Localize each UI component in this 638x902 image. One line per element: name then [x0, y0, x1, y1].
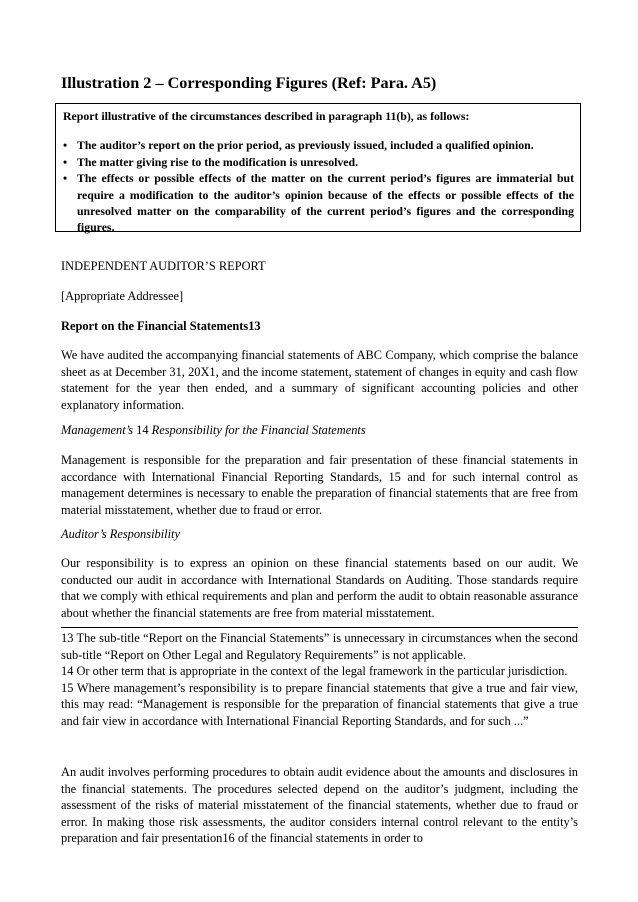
- footnote-ref-14: 14: [133, 423, 152, 437]
- circumstances-list: [63, 137, 574, 235]
- footnote-15: 15 Where management’s responsibility is to prepare financial statements that give a true and fair view, this may read: “Management is responsible for the preparation of financial statements that give a true and fair view in accordance with International Financial Reporting Standards, and for such ...”: [61, 680, 578, 728]
- circumstance-item: • The effects or possible effects of the matter on the current period’s figures are immaterial but require a modification to the auditor’s opinion because of the effects or possible effects of the unresolved matter on the comparability of the current period’s figures and the corresponding figures.: [63, 170, 574, 236]
- mgmt-heading-part-b: Responsibility for the Financial Statements: [151, 423, 366, 437]
- report-heading: INDEPENDENT AUDITOR’S REPORT: [61, 259, 266, 273]
- footnote-13: 13 The sub-title “Report on the Financial Statements” is unnecessary in circumstances when the second sub-title “Report on Other Legal and Regulatory Requirements” is not applicable.: [61, 631, 578, 662]
- circumstance-item: • The auditor’s report on the prior period, as previously issued, included a qualified opinion.: [63, 137, 574, 153]
- circumstance-item: • The matter giving rise to the modification is unresolved.: [63, 154, 574, 170]
- mgmt-heading-part-a: Management’s: [61, 423, 134, 437]
- box-intro: Report illustrative of the circumstances described in paragraph 11(b), as follows:: [63, 109, 470, 123]
- addressee: [Appropriate Addressee]: [61, 289, 184, 303]
- footnote-divider: [61, 627, 578, 628]
- illustration-title: Illustration 2 – Corresponding Figures (Ref: Para. A5): [61, 74, 437, 92]
- paragraph-auditor-responsibility: Our responsibility is to express an opinion on these financial statements based on our audit. We conducted our audit in accordance with International Standards on Auditing. Those standards require that we comply with ethical requirements and plan and perform the audit to obtain reasonable assurance about whether the financial statements are free from material misstatement.: [61, 556, 578, 620]
- footnotes: [61, 630, 578, 730]
- footnote-14: 14 Or other term that is appropriate in the context of the legal framework in the particular jurisdiction.: [61, 664, 568, 679]
- circumstances-box: [55, 103, 581, 235]
- management-responsibility-heading: [61, 422, 578, 439]
- report-subtitle: Report on the Financial Statements13: [61, 319, 261, 333]
- paragraph-audit-scope: We have audited the accompanying financial statements of ABC Company, which comprise the balance sheet as at December 31, 20X1, and the income statement, statement of changes in equity and cash flow statement for the year then ended, and a summary of significant accounting policies and other explanatory information.: [61, 348, 578, 412]
- paragraph-management-responsibility: Management is responsible for the preparation and fair presentation of these financial statements in accordance with International Financial Reporting Standards, 15 and for such internal control as management determines is necessary to enable the preparation of financial statements that are free from material misstatement, whether due to fraud or error.: [61, 453, 578, 517]
- paragraph-audit-procedures: An audit involves performing procedures to obtain audit evidence about the amounts and disclosures in the financial statements. The procedures selected depend on the auditor’s judgment, including the assessment of the risks of material misstatement of the financial statements, whether due to fraud or error. In making those risk assessments, the auditor considers internal control relevant to the entity’s preparation and fair presentation16 of the financial statements in order to: [61, 765, 578, 846]
- auditor-responsibility-heading: Auditor’s Responsibility: [61, 527, 180, 541]
